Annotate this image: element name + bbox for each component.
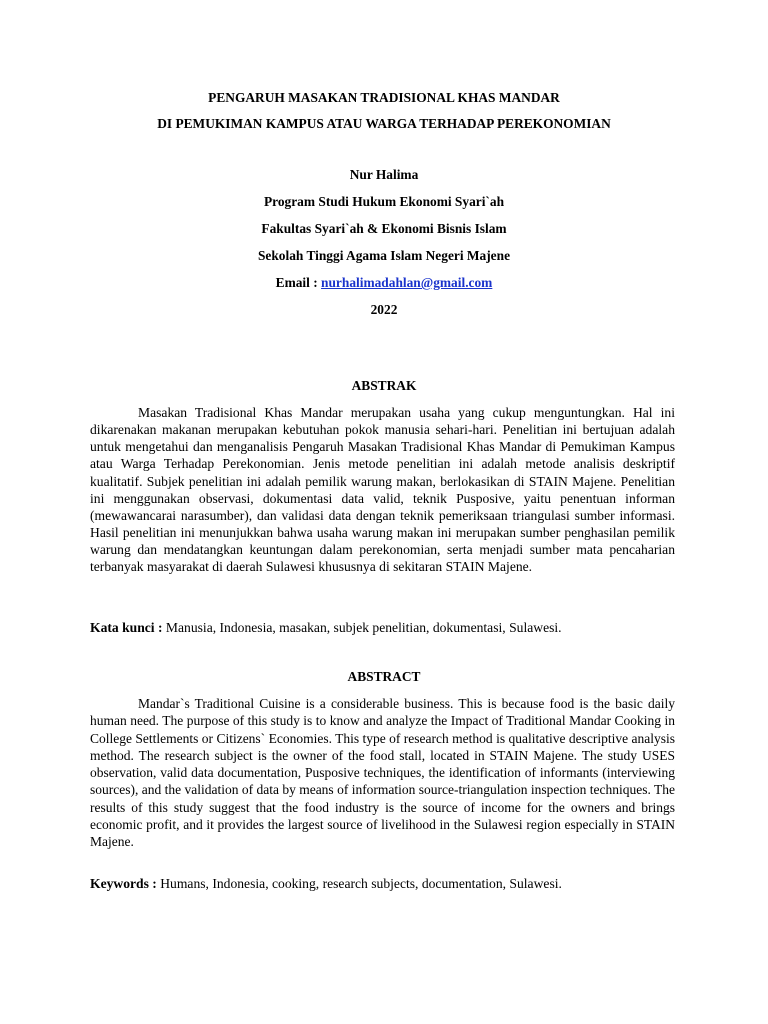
abstract-keywords-label: Keywords : bbox=[90, 876, 161, 891]
abstrak-keywords-label: Kata kunci : bbox=[90, 620, 166, 635]
abstract-heading: ABSTRACT bbox=[347, 669, 421, 684]
email-label: Email : bbox=[275, 275, 322, 290]
author-institution: Sekolah Tinggi Agama Islam Negeri Majene bbox=[257, 248, 511, 263]
abstrak-heading: ABSTRAK bbox=[351, 378, 417, 393]
author-email-line bbox=[90, 275, 678, 291]
author-name: Nur Halima bbox=[349, 167, 419, 182]
abstract-keywords bbox=[90, 875, 690, 892]
abstract-body: Mandar`s Traditional Cuisine is a considerable business. This is because food is the basic daily human need. The purpose of this study is to know and analyze the Impact of Traditional Mandar Cooking in College Settlements or Citizens` Economies. This type of research method is qualitative descriptive analysis method. The research subject is the owner of the food stall, located in STAIN Majene. The study USES observation, valid data documentation, Pusposive techniques, the identification of informants (interviewing sources), and the validation of data by means of information source-triangulation inspection techniques. The results of this study suggest that the food industry is the source of income for the owners and brings economic profit, and it provides the largest source of livelihood in the Sulawesi region especially in STAIN Majene. bbox=[90, 696, 675, 849]
abstract-keywords-text: Humans, Indonesia, cooking, research subjects, documentation, Sulawesi. bbox=[160, 876, 562, 891]
publication-year: 2022 bbox=[370, 302, 398, 317]
abstrak-keywords-text: Manusia, Indonesia, masakan, subjek penelitian, dokumentasi, Sulawesi. bbox=[165, 620, 562, 635]
author-faculty: Fakultas Syari`ah & Ekonomi Bisnis Islam bbox=[261, 221, 507, 236]
title-line-1: PENGARUH MASAKAN TRADISIONAL KHAS MANDAR bbox=[208, 90, 560, 105]
email-link[interactable]: nurhalimadahlan@gmail.com bbox=[321, 275, 493, 290]
author-program: Program Studi Hukum Ekonomi Syari`ah bbox=[263, 194, 505, 209]
abstrak-keywords bbox=[90, 619, 690, 636]
abstrak-body: Masakan Tradisional Khas Mandar merupakan usaha yang cukup menguntungkan. Hal ini dikarenakan makanan merupakan kebutuhan pokok manusia sehari-hari. Penelitian ini bertujuan adalah untuk mengetahui dan menganalisis Pengaruh Masakan Tradisional Khas Mandar di Pemukiman Kampus atau Warga Terhadap Perekonomian. Jenis metode penelitian ini adalah metode analisis deskriptif kualitatif. Subjek penelitian ini adalah pemilik warung makan, berlokasikan di STAIN Majene. Penelitian ini menggunakan observasi, dokumentasi data valid, teknik Pusposive, yaitu penentuan informan (mewawancarai narasumber), dan validasi data dengan teknik pemeriksaan triangulasi sumber informasi. Hasil penelitian ini menunjukkan bahwa usaha warung makan ini merupakan sumber penghasilan pemilik warung dan mendatangkan keuntungan dalam perekonomian, serta menjadi sumber mata pencaharian terbanyak masyarakat di daerah Sulawesi khususnya di sekitaran STAIN Majene. bbox=[90, 405, 675, 575]
title-line-2: DI PEMUKIMAN KAMPUS ATAU WARGA TERHADAP PEREKONOMIAN bbox=[157, 116, 611, 131]
